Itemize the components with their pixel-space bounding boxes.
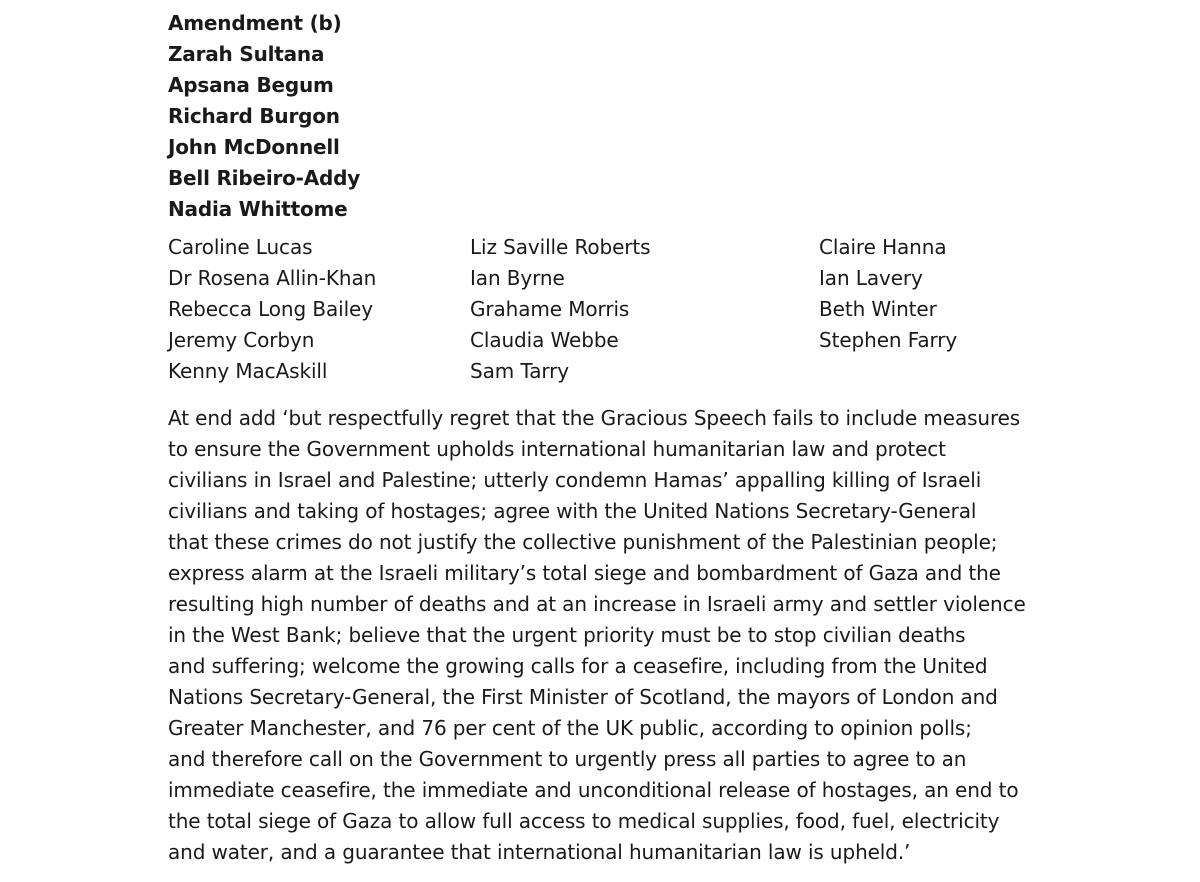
sponsor-name: John McDonnell (168, 135, 340, 159)
sponsor-name: Richard Burgon (168, 104, 340, 128)
amendment-text-line: to ensure the Government upholds international humanitarian law and protect (168, 437, 946, 461)
amendment-text-line: and suffering; welcome the growing calls for a ceasefire, including from the United (168, 654, 988, 678)
supporter-name: Ian Byrne (470, 266, 565, 290)
supporter-name: Ian Lavery (819, 266, 923, 290)
amendment-text-line: and water, and a guarantee that international humanitarian law is upheld.’ (168, 840, 911, 864)
amendment-text-line: At end add ‘but respectfully regret that the Gracious Speech fails to include measures (168, 406, 1021, 430)
supporter-name: Stephen Farry (819, 328, 958, 352)
supporters-column (168, 232, 376, 387)
amendment-text-line: the total siege of Gaza to allow full access to medical supplies, food, fuel, electricity (168, 809, 1000, 833)
amendment-text-line: and therefore call on the Government to urgently press all parties to agree to an (168, 747, 967, 771)
supporters-column (819, 232, 957, 356)
sponsor-name: Bell Ribeiro-Addy (168, 166, 361, 190)
amendment-text (168, 403, 1178, 868)
supporter-name: Dr Rosena Allin-Khan (168, 266, 377, 290)
amendment-text-line: Nations Secretary-General, the First Minister of Scotland, the mayors of London and (168, 685, 998, 709)
supporters-list (168, 232, 1178, 387)
amendment-text-line: Greater Manchester, and 76 per cent of the UK public, according to opinion polls; (168, 716, 972, 740)
amendment-title: Amendment (b) (168, 11, 342, 35)
sponsor-name: Apsana Begum (168, 73, 334, 97)
amendment-text-line: express alarm at the Israeli military’s total siege and bombardment of Gaza and the (168, 561, 1001, 585)
supporter-name: Sam Tarry (470, 359, 569, 383)
supporter-name: Beth Winter (819, 297, 937, 321)
supporter-name: Kenny MacAskill (168, 359, 328, 383)
amendment-text-line: that these crimes do not justify the collective punishment of the Palestinian people; (168, 530, 998, 554)
supporter-name: Claire Hanna (819, 235, 947, 259)
supporter-name: Rebecca Long Bailey (168, 297, 373, 321)
supporter-name: Grahame Morris (470, 297, 630, 321)
supporters-column (470, 232, 651, 387)
supporter-name: Caroline Lucas (168, 235, 313, 259)
sponsor-name: Nadia Whittome (168, 197, 348, 221)
supporter-name: Liz Saville Roberts (470, 235, 651, 259)
amendment-text-line: civilians and taking of hostages; agree with the United Nations Secretary-General (168, 499, 977, 523)
amendment-text-line: civilians in Israel and Palestine; utterly condemn Hamas’ appalling killing of Israeli (168, 468, 982, 492)
amendment-text-line: in the West Bank; believe that the urgent priority must be to stop civilian deaths (168, 623, 966, 647)
amendment-document (168, 8, 1178, 868)
amendment-text-line: resulting high number of deaths and at an increase in Israeli army and settler violence (168, 592, 1026, 616)
supporter-name: Claudia Webbe (470, 328, 619, 352)
amendment-text-line: immediate ceasefire, the immediate and unconditional release of hostages, an end to (168, 778, 1019, 802)
sponsor-name: Zarah Sultana (168, 42, 325, 66)
supporter-name: Jeremy Corbyn (168, 328, 315, 352)
